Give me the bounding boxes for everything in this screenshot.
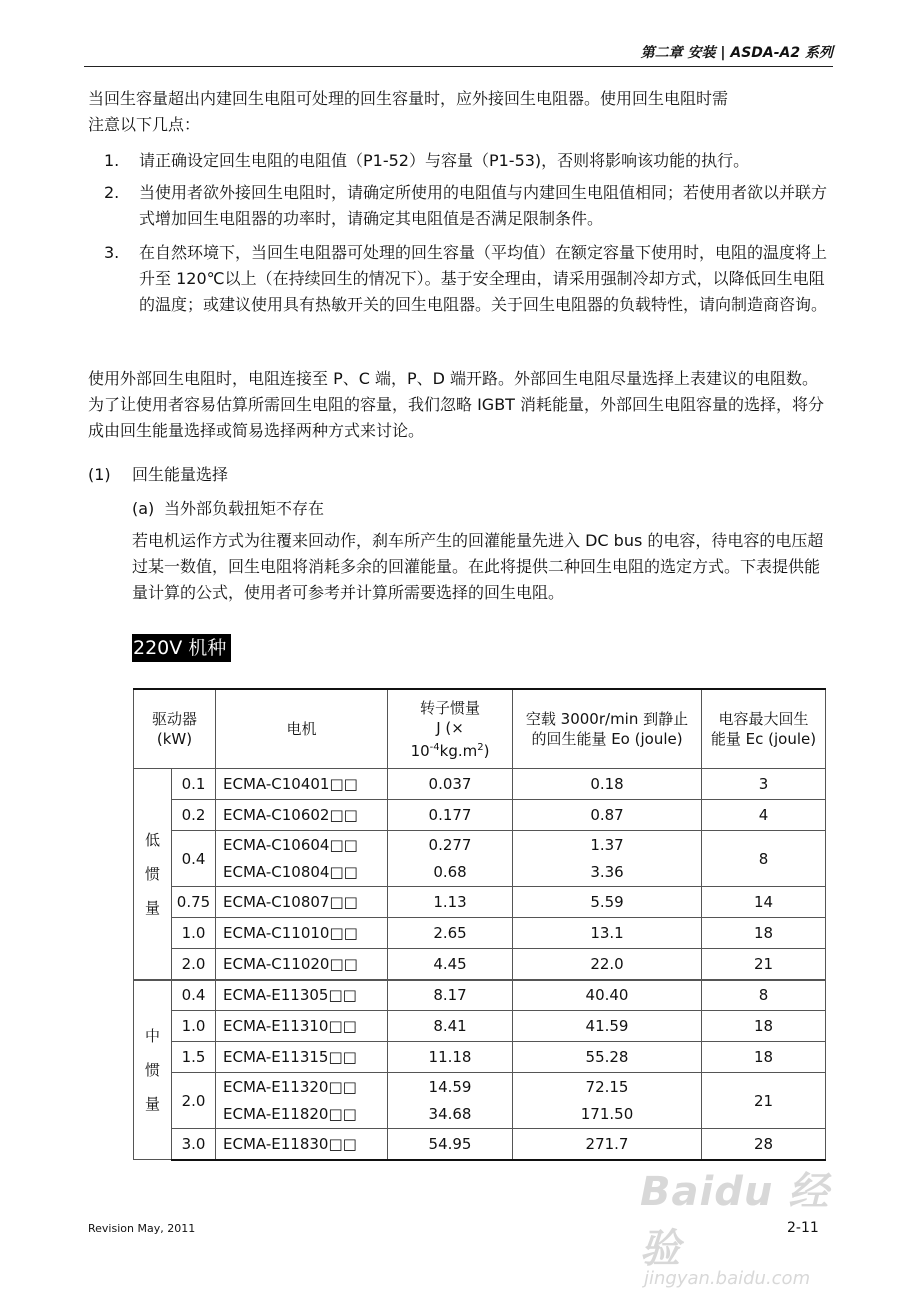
table-row [134,1129,826,1160]
group-mid-label: 中惯量 [144,1026,160,1113]
external-resistor-paragraph: 使用外部回生电阻时，电阻连接至 P、C 端，P、D 端开路。外部回生电阻尽量选择上表建议的电阻数。为了让使用者容易估算所需回生电阻的容量，我们忽略 IGBT 消耗能量，外部回生电阻容量的选择，将分成由回生能量选择或简易选择两种方式来讨论。 [88,369,825,440]
cell-kw: 0.4 [172,831,216,887]
cell-kw: 0.4 [172,980,216,1011]
intro-paragraph [88,86,830,138]
page-header: 第二章 安装 | ASDA-A2 系列 [640,45,833,61]
cell-eo: 5.59 [513,887,702,918]
cell-inertia: 0.277 [388,831,513,859]
note-item-3 [104,240,830,318]
cell-ec: 14 [702,887,826,918]
cell-model: ECMA-E11305□□ [216,980,388,1011]
cell-eo: 0.18 [513,769,702,800]
subsection-a-paragraph: 若电机运作方式为往覆来回动作，刹车所产生的回灌能量先进入 DC bus 的电容，待电容的电压超过某一数值，回生电阻将消耗多余的回灌能量。在此将提供二种回生电阻的选定方式。下表提供能量计算的公式，使用者可参考并计算所需要选择的回生电阻。 [132,531,824,602]
cell-eo: 40.40 [513,980,702,1011]
cell-eo: 3.36 [513,859,702,887]
cell-model: ECMA-C10807□□ [216,887,388,918]
footer-revision: Revision May, 2011 [88,1222,196,1235]
table-row [134,980,826,1011]
table-row [134,1073,826,1101]
note-item-2 [104,180,830,232]
cell-model: ECMA-C10602□□ [216,800,388,831]
cell-kw: 3.0 [172,1129,216,1160]
cell-ec: 4 [702,800,826,831]
cell-ec: 18 [702,1042,826,1073]
group-low-inertia [134,769,172,980]
note-number: 2. [104,183,120,202]
cell-kw: 1.0 [172,1011,216,1042]
header-drive: 驱动器 (kW) [134,689,216,769]
cell-inertia: 11.18 [388,1042,513,1073]
cell-ec: 28 [702,1129,826,1160]
cell-kw: 0.2 [172,800,216,831]
cell-kw: 0.75 [172,887,216,918]
cell-ec: 8 [702,831,826,887]
cell-eo: 171.50 [513,1101,702,1129]
cell-ec: 21 [702,1073,826,1129]
header-ec: 电容最大回生 能量 Ec (joule) [702,689,826,769]
cell-model: ECMA-C10804□□ [216,859,388,887]
table-title: 220V 机种 [132,634,231,662]
cell-ec: 8 [702,980,826,1011]
subsection-a-title: 当外部负载扭矩不存在 [164,499,325,518]
cell-model: ECMA-C11010□□ [216,918,388,949]
cell-kw: 2.0 [172,1073,216,1129]
cell-inertia: 34.68 [388,1101,513,1129]
header-inertia: 转子惯量 J (× $10^{-4}kg.m^2$) [388,689,513,769]
cell-inertia: 14.59 [388,1073,513,1101]
cell-model: ECMA-E11820□□ [216,1101,388,1129]
cell-model: ECMA-C10604□□ [216,831,388,859]
cell-kw: 1.0 [172,918,216,949]
cell-eo: 13.1 [513,918,702,949]
table-row [134,800,826,831]
regen-energy-table [133,688,826,1161]
watermark-url: jingyan.baidu.com [644,1268,811,1289]
note-text: 当使用者欲外接回生电阻时，请确定所使用的电阻值与内建回生电阻值相同；若使用者欲以并联方式增加回生电阻器的功率时，请确定其电阻值是否满足限制条件。 [139,183,828,228]
note-number: 1. [104,151,120,170]
cell-eo: 41.59 [513,1011,702,1042]
section-1-number: (1) [88,465,111,484]
cell-kw: 0.1 [172,769,216,800]
table-row [134,1011,826,1042]
note-number: 3. [104,243,120,262]
cell-eo: 22.0 [513,949,702,980]
cell-inertia: 8.17 [388,980,513,1011]
cell-inertia: 0.177 [388,800,513,831]
cell-eo: 55.28 [513,1042,702,1073]
table-row [134,949,826,980]
cell-eo: 0.87 [513,800,702,831]
table-row [134,1042,826,1073]
cell-inertia: 1.13 [388,887,513,918]
table-row [134,831,826,859]
cell-eo: 1.37 [513,831,702,859]
cell-kw: 1.5 [172,1042,216,1073]
cell-inertia: 2.65 [388,918,513,949]
intro-line-2: 注意以下几点： [88,115,201,134]
cell-model: ECMA-C10401□□ [216,769,388,800]
cell-inertia: 4.45 [388,949,513,980]
note-text: 在自然环境下，当回生电阻器可处理的回生容量（平均值）在额定容量下使用时，电阻的温度将上升至 120℃以上（在持续回生的情况下）。基于安全理由，请采用强制冷却方式，以降低回生电阻的温度；或建议使用具有热敏开关的回生电阻器。关于回生电阻器的负载特性，请向制造商咨询。 [139,243,828,314]
cell-inertia: 8.41 [388,1011,513,1042]
cell-inertia: 54.95 [388,1129,513,1160]
watermark-logo: Baidu 经验 [640,1169,830,1272]
footer-page-number: 2-11 [787,1220,819,1236]
header-motor: 电机 [216,689,388,769]
cell-eo: 271.7 [513,1129,702,1160]
baidu-watermark [640,1160,870,1289]
header-eo: 空载 3000r/min 到静止 的回生能量 Eo (joule) [513,689,702,769]
note-text: 请正确设定回生电阻的电阻值（P1-52）与容量（P1-53)，否则将影响该功能的执行。 [139,151,750,170]
cell-ec: 3 [702,769,826,800]
cell-model: ECMA-C11020□□ [216,949,388,980]
cell-kw: 2.0 [172,949,216,980]
group-mid-inertia [134,980,172,1160]
note-item-1 [104,148,830,174]
section-1-title: 回生能量选择 [132,465,229,484]
cell-inertia: 0.037 [388,769,513,800]
cell-ec: 21 [702,949,826,980]
cell-model: ECMA-E11310□□ [216,1011,388,1042]
cell-model: ECMA-E11320□□ [216,1073,388,1101]
cell-eo: 72.15 [513,1073,702,1101]
intro-line-1: 当回生容量超出内建回生电阻可处理的回生容量时，应外接回生电阻器。使用回生电阻时需 [88,89,729,108]
table-row [134,887,826,918]
subsection-a-number: (a) [132,499,155,518]
cell-ec: 18 [702,918,826,949]
cell-inertia: 0.68 [388,859,513,887]
table-row [134,769,826,800]
cell-ec: 18 [702,1011,826,1042]
header-rule [84,66,833,67]
cell-model: ECMA-E11315□□ [216,1042,388,1073]
table-header-row [134,689,826,769]
cell-model: ECMA-E11830□□ [216,1129,388,1160]
group-low-label: 低惯量 [144,830,160,917]
table-row [134,918,826,949]
